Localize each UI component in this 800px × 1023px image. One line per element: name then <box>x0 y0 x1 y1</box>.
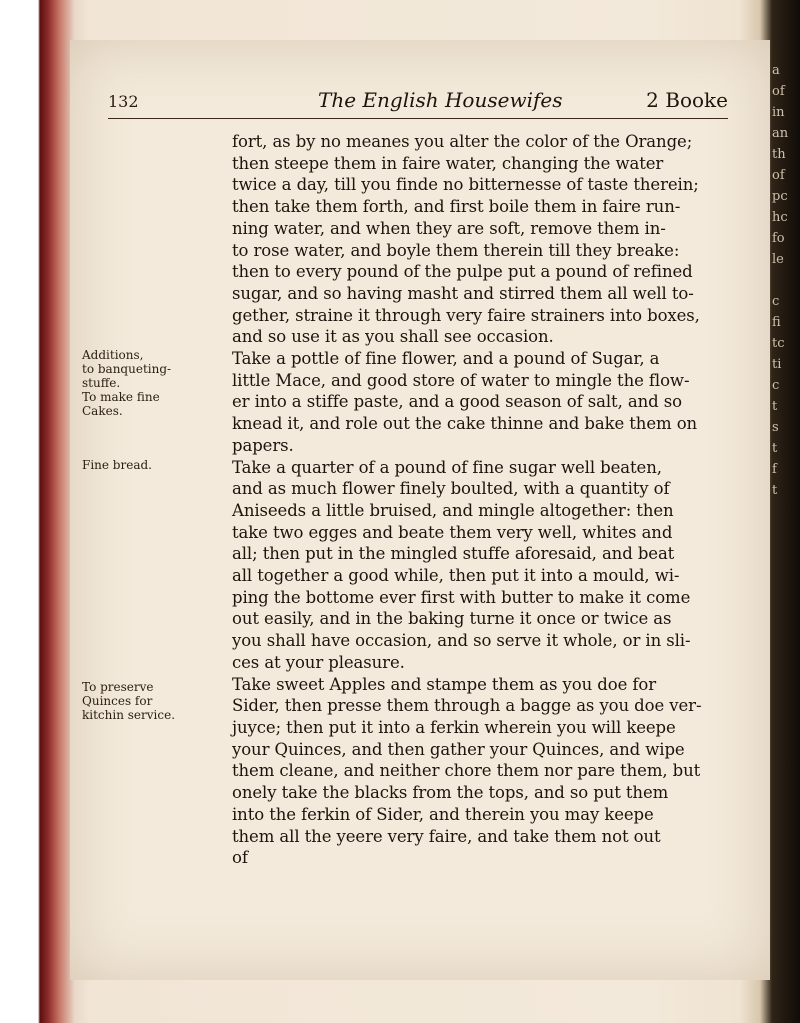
margin-note-quinces <box>82 680 222 722</box>
running-head <box>108 88 728 119</box>
text-line: juyce; then put it into a ferkin wherein you will keepe <box>232 717 676 737</box>
text-line: them all the yeere very faire, and take them not out <box>232 826 661 846</box>
running-title: The English Housewifes <box>318 88 563 112</box>
text-line: papers. <box>232 435 294 455</box>
margin-note-fine-bread <box>82 458 222 472</box>
text-line: fort, as by no meanes you alter the color of the Orange; <box>232 132 693 151</box>
text-line: of <box>232 848 248 868</box>
text-line: your Quinces, and then gather your Quinces, and wipe <box>232 739 685 759</box>
text-line: ning water, and when they are soft, remove them in- <box>232 218 666 238</box>
text-line: them cleane, and neither chore them nor pare them, but <box>232 761 701 781</box>
text-line: twice a day, till you finde no bitternesse of taste therein; <box>232 175 699 195</box>
margin-note-line: Cakes. <box>82 404 123 418</box>
text-line: Take sweet Apples and stampe them as you doe for <box>232 674 657 694</box>
margin-note-additions <box>82 348 222 418</box>
margin-note-line: To preserve <box>82 680 154 694</box>
text-line: you shall have occasion, and so serve it whole, or in sli- <box>232 631 691 651</box>
text-line: then to every pound of the pulpe put a pound of refined <box>232 262 693 282</box>
book-label: 2 Booke <box>646 88 728 112</box>
text-line: take two egges and beate them very well, whites and <box>232 522 673 542</box>
text-line: Aniseeds a little bruised, and mingle altogether: then <box>232 500 674 520</box>
margin-note-line: Fine bread. <box>82 458 152 472</box>
margin-note-line: kitchin service. <box>82 708 176 722</box>
text-line: onely take the blacks from the tops, and so put them <box>232 783 669 803</box>
text-line: then steepe them in faire water, changing the water <box>232 153 664 173</box>
margin-note-line: stuffe. <box>82 376 121 390</box>
text-line: then take them forth, and first boile them in faire run- <box>232 197 681 217</box>
text-line: Take a pottle of fine flower, and a pound of Sugar, a <box>232 349 660 369</box>
text-line: out easily, and in the baking turne it once or twice as <box>232 609 672 629</box>
page-number: 132 <box>108 92 139 111</box>
text-line: ces at your pleasure. <box>232 652 405 672</box>
text-line: to rose water, and boyle them therein till they breake: <box>232 240 680 260</box>
text-line: all together a good while, then put it into a mould, wi- <box>232 566 680 586</box>
margin-note-line: to banqueting- <box>82 362 172 376</box>
facing-page-bleed-through: a of in an th of pc hc fo le c fi tc ti c t s t f t <box>772 63 789 498</box>
text-line: ping the bottome ever first with butter to make it come <box>232 587 691 607</box>
margin-note-line: Additions, <box>82 348 144 362</box>
text-line: into the ferkin of Sider, and therein you may keepe <box>232 804 654 824</box>
margin-note-line: Quinces for <box>82 694 153 708</box>
text-line: and as much flower finely boulted, with a quantity of <box>232 479 670 499</box>
text-line: er into a stiffe paste, and a good season of salt, and so <box>232 392 682 412</box>
text-line: all; then put in the mingled stuffe aforesaid, and beat <box>232 544 675 564</box>
text-line: little Mace, and good store of water to mingle the flow- <box>232 370 690 390</box>
text-line: Sider, then presse them through a bagge as you doe ver- <box>232 696 702 716</box>
body-text <box>232 131 780 869</box>
margin-note-line: To make fine <box>82 390 160 404</box>
text-line: knead it, and role out the cake thinne and bake them on <box>232 414 698 434</box>
text-line: sugar, and so having masht and stirred them all well to- <box>232 283 694 303</box>
text-line: and so use it as you shall see occasion. <box>232 327 554 347</box>
text-line: Take a quarter of a pound of fine sugar well beaten, <box>232 457 662 477</box>
text-line: gether, straine it through very faire strainers into boxes, <box>232 305 700 325</box>
